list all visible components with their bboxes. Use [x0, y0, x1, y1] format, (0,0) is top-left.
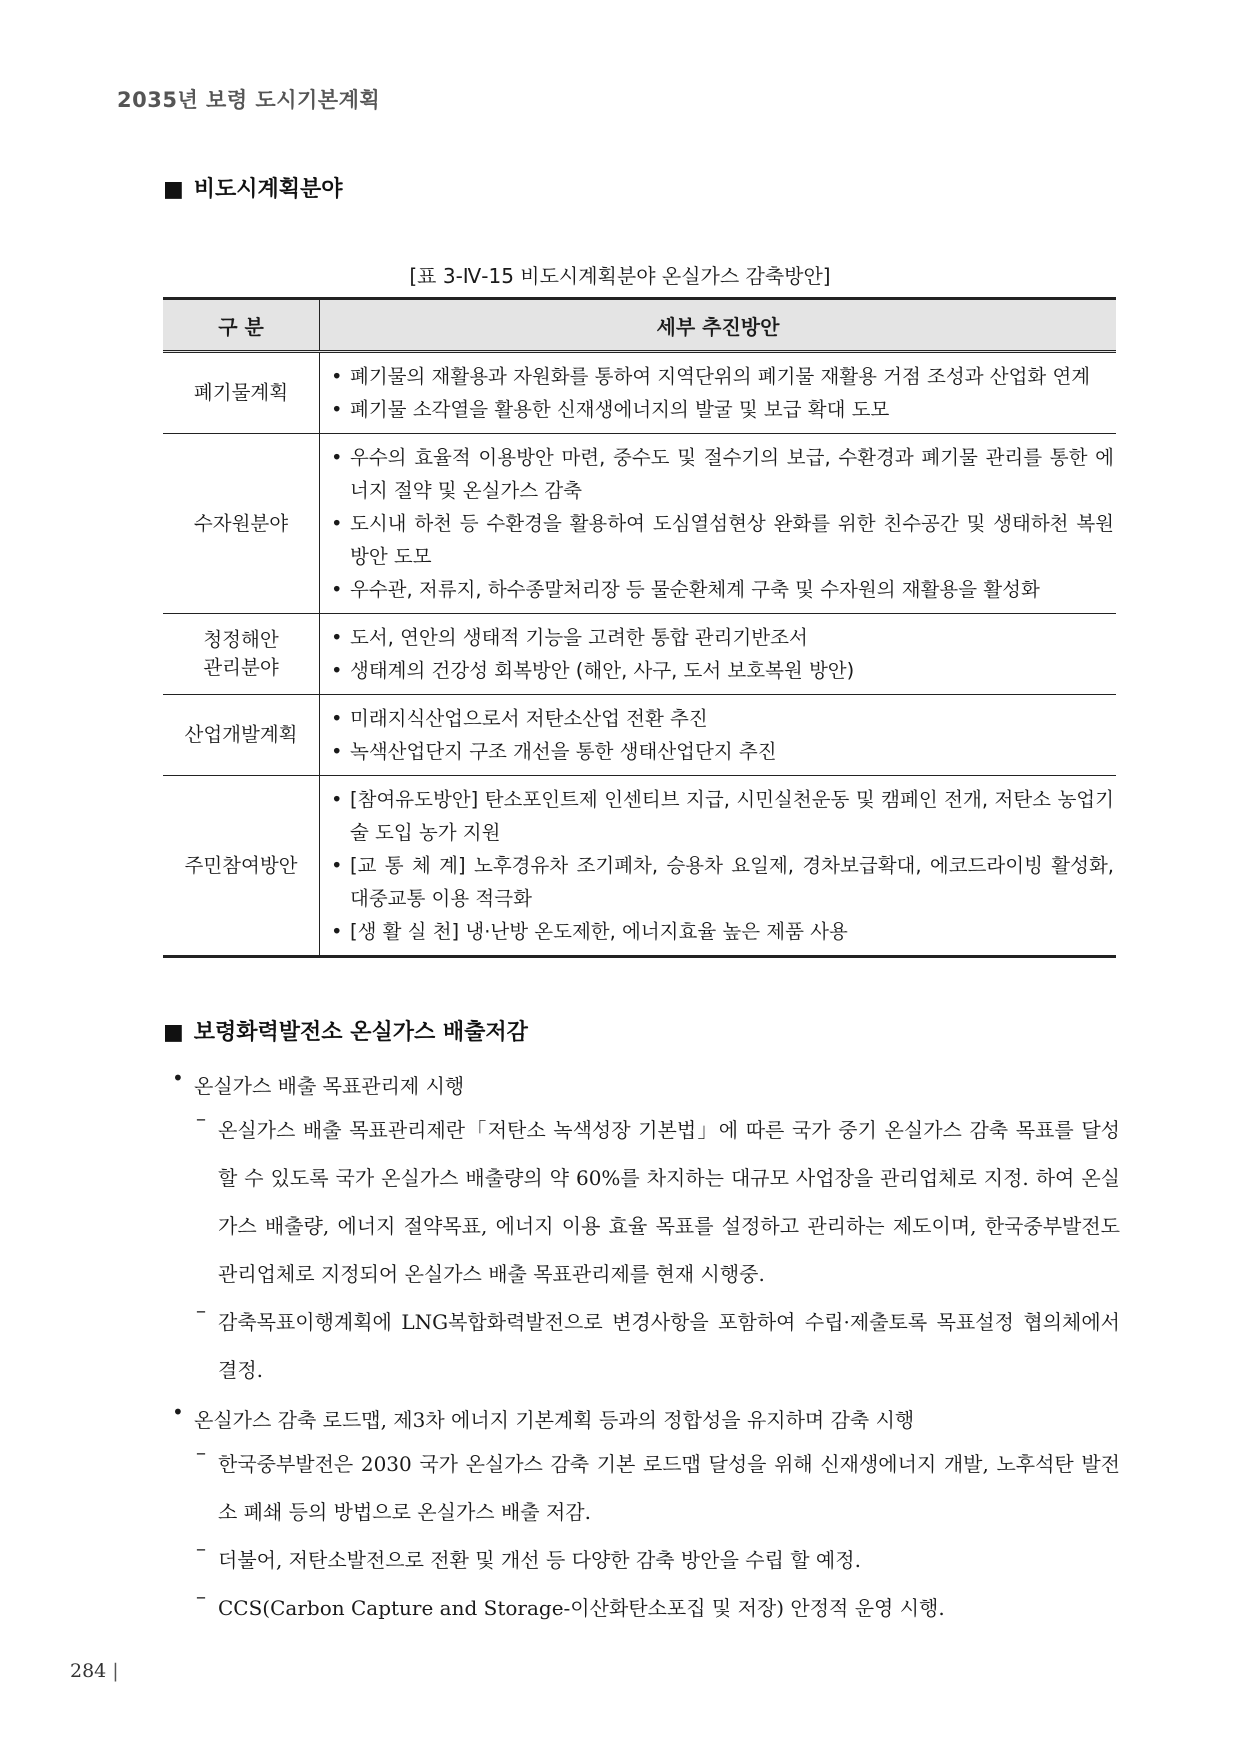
section-heading-power-plant	[163, 1015, 528, 1046]
dash-item	[172, 1440, 1120, 1536]
detail-cell	[320, 352, 1117, 434]
bullet-dot-icon: •	[172, 1066, 184, 1090]
table-row	[163, 614, 1116, 695]
detail-item: • 생태계의 건강성 회복방안 (해안, 사구, 도서 보호복원 방안)	[328, 654, 1114, 687]
page-number: 284	[70, 1660, 107, 1682]
detail-item: • 도서, 연안의 생태적 기능을 고려한 통합 관리기반조서	[328, 621, 1114, 654]
table-caption: [표 3-Ⅳ-15 비도시계획분야 온실가스 감축방안]	[409, 264, 831, 288]
dash-item	[172, 1536, 1120, 1584]
detail-item: • [생 활 실 천] 냉·난방 온도제한, 에너지효율 높은 제품 사용	[328, 915, 1114, 948]
detail-cell	[320, 695, 1117, 776]
section-heading-non-urban	[163, 172, 343, 203]
dash-item	[172, 1298, 1120, 1394]
category-cell: 주민참여방안	[163, 776, 320, 957]
square-bullet-icon: ■	[163, 177, 184, 202]
category-cell	[163, 614, 320, 695]
dash-icon: –	[196, 1298, 206, 1322]
detail-item: • 우수의 효율적 이용방안 마련, 중수도 및 절수기의 보급, 수환경과 폐기물 관리를 통한 에너지 절약 및 온실가스 감축	[328, 441, 1114, 507]
bullet-text: 온실가스 감축 로드맵, 제3차 에너지 기본계획 등과의 정합성을 유지하며 감축 시행	[194, 1408, 915, 1432]
detail-item: • [참여유도방안] 탄소포인트제 인센티브 지급, 시민실천운동 및 캠페인 전개, 저탄소 농업기술 도입 농가 지원	[328, 783, 1114, 849]
detail-item: • 폐기물의 재활용과 자원화를 통하여 지역단위의 폐기물 재활용 거점 조성과 산업화 연계	[328, 360, 1114, 393]
detail-item: • 도시내 하천 등 수환경을 활용하여 도심열섬현상 완화를 위한 친수공간 및 생태하천 복원방안 도모	[328, 507, 1114, 573]
bullet-dot-icon: •	[172, 1400, 184, 1424]
bullet-text: 온실가스 배출 목표관리제 시행	[194, 1074, 465, 1098]
power-plant-body	[172, 1064, 1120, 1632]
column-header-category: 구 분	[163, 299, 320, 352]
detail-item: • 녹색산업단지 구조 개선을 통한 생태산업단지 추진	[328, 735, 1114, 768]
table-row	[163, 776, 1116, 957]
dash-text: 한국중부발전은 2030 국가 온실가스 감축 기본 로드맵 달성을 위해 신재생에너지 개발, 노후석탄 발전소 폐쇄 등의 방법으로 온실가스 배출 저감.	[218, 1452, 1120, 1524]
table-row	[163, 434, 1116, 614]
detail-item: • [교 통 체 계] 노후경유차 조기폐차, 승용차 요일제, 경차보급확대, 에코드라이빙 활성화, 대중교통 이용 적극화	[328, 849, 1114, 915]
dash-item	[172, 1106, 1120, 1298]
detail-cell	[320, 614, 1117, 695]
category-cell: 수자원분야	[163, 434, 320, 614]
dash-text: CCS(Carbon Capture and Storage-이산화탄소포집 및 저장) 안정적 운영 시행.	[218, 1596, 945, 1620]
dash-text: 감축목표이행계획에 LNG복합화력발전으로 변경사항을 포함하여 수립·제출토록 목표설정 협의체에서 결정.	[218, 1310, 1120, 1382]
section-title: 보령화력발전소 온실가스 배출저감	[193, 1020, 528, 1045]
table-row	[163, 695, 1116, 776]
column-header-detail: 세부 추진방안	[320, 299, 1117, 352]
running-header-title: 2035년 보령 도시기본계획	[117, 88, 381, 112]
category-line: 청정해안 관리분야	[203, 628, 279, 679]
section-title: 비도시계획분야	[193, 177, 343, 202]
table-row	[163, 352, 1116, 434]
detail-cell	[320, 776, 1117, 957]
page-footer	[70, 1660, 119, 1682]
category-cell: 폐기물계획	[163, 352, 320, 434]
category-cell: 산업개발계획	[163, 695, 320, 776]
detail-cell	[320, 434, 1117, 614]
detail-item: • 미래지식산업으로서 저탄소산업 전환 추진	[328, 702, 1114, 735]
dash-icon: –	[196, 1440, 206, 1464]
footer-separator: |	[112, 1660, 119, 1682]
dash-icon: –	[196, 1536, 206, 1560]
detail-item: • 우수관, 저류지, 하수종말처리장 등 물순환체계 구축 및 수자원의 재활용을 활성화	[328, 573, 1114, 606]
dash-icon: –	[196, 1106, 206, 1130]
dash-icon: –	[196, 1584, 206, 1608]
table-header-row	[163, 299, 1116, 352]
dash-text: 온실가스 배출 목표관리제란「저탄소 녹색성장 기본법」에 따른 국가 중기 온실가스 감축 목표를 달성할 수 있도록 국가 온실가스 배출량의 약 60%를 차지하는 대규모 사업장을 관리업체로 지정. 하여 온실가스 배출량, 에너지 절약목표, 에너지 이용 효율 목표를 설정하고 관리하는 제도이며, 한국중부발전도 관리업체로 지정되어 온실가스 배출 목표관리제를 현재 시행중.	[218, 1118, 1120, 1286]
bullet-item	[172, 1066, 1120, 1106]
reduction-plan-table	[163, 297, 1116, 958]
detail-item: • 폐기물 소각열을 활용한 신재생에너지의 발굴 및 보급 확대 도모	[328, 393, 1114, 426]
dash-text: 더불어, 저탄소발전으로 전환 및 개선 등 다양한 감축 방안을 수립 할 예정.	[218, 1548, 861, 1572]
square-bullet-icon: ■	[163, 1020, 184, 1045]
bullet-item	[172, 1400, 1120, 1440]
dash-item	[172, 1584, 1120, 1632]
